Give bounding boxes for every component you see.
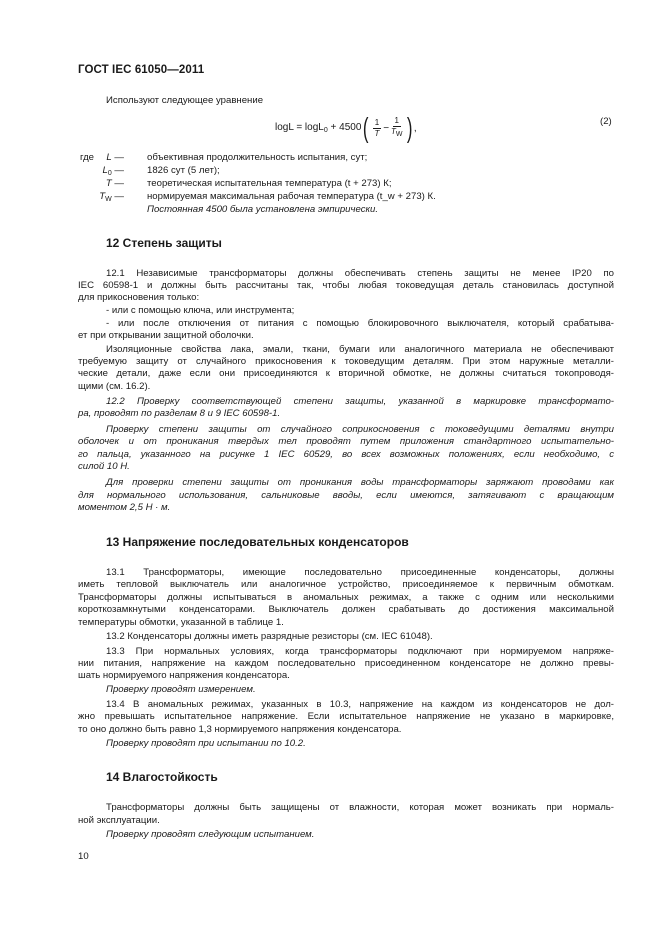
sec12-line: оболочек и от проникания твердых тел проводят путем приложения стандартного испытательно-	[78, 436, 614, 447]
sec13-line: Проверку проводят при испытании по 10.2.	[106, 738, 306, 749]
sec13-line: 13.4 В аномальных режимах, указанных в 10.3, напряжение на каждом из конденсаторов не дол-	[106, 699, 614, 710]
formula-2: logL = logL$_0$ + 4500 ( $\frac{1}{T}$ − $\frac{1}{TW}$ ) ,	[275, 112, 417, 143]
sec13-line: короткозамкнутыми конденсаторами. Выключатель должен срабатывать до достижения максимальной	[78, 604, 614, 615]
def-text-TW: нормируемая максимальная рабочая температура (t_w + 273) К.	[147, 191, 436, 202]
formula-frac-2: $\frac{1}{TW}$	[391, 116, 403, 138]
section-12-heading: 12 Степень защиты	[106, 236, 222, 250]
sec13-line: то оно должно быть равно 1,3 нормируемого напряжения конденсатора.	[78, 724, 402, 735]
sec12-line: 12.2 Проверку соответствующей степени защиты, указанной в маркировке трансформато-	[106, 396, 614, 407]
def-term-T: T —	[105, 178, 124, 189]
sec12-line: ра, проводят по разделам 8 и 9 IEC 60598-1.	[78, 408, 281, 419]
sec12-line: моментом 2,5 Н · м.	[78, 502, 171, 513]
formula-open-paren: (	[363, 112, 369, 143]
formula-lhs: logL = logL$_0$ + 4500	[275, 122, 362, 134]
sec12-line: ет при открывании защитной оболочки.	[78, 330, 254, 341]
def-text-T: теоретическая испытательная температура (t + 273) К;	[147, 178, 392, 189]
def-term-L: L —	[106, 152, 124, 163]
formula-close-paren: )	[406, 112, 412, 143]
sec12-line: IEC 60598-1 и должны быть рассчитаны так, чтобы любая токоведущая деталь становилась доступной	[78, 280, 614, 291]
sec13-line: Трансформаторы должны испытываться в аномальных режимах, а также с одним или несколькими	[78, 592, 614, 603]
sec12-line: силой 10 Н.	[78, 461, 130, 472]
intro-text: Используют следующее уравнение	[106, 95, 264, 106]
sec14-line: Трансформаторы должны быть защищены от влажности, которая может возникать при нормаль-	[106, 802, 614, 813]
sec12-line: для нормального использования, сальниковые вводы, если имеются, затягивают с вращающим	[78, 490, 614, 501]
sec14-line: Проверку проводят следующим испытанием.	[106, 829, 315, 840]
sec13-line: жно превышать испытательное напряжение. Если испытательное напряжение не указано в маркировке,	[78, 711, 614, 722]
sec12-line: требуемую защиту от случайного прикосновения к токоведущим деталям. При этом наружные металли-	[78, 356, 614, 367]
def-text-L: объективная продолжительность испытания, сут;	[147, 152, 368, 163]
sec13-line: нии питания, напряжение на каждом последовательно присоединенном конденсаторе не должно превы-	[78, 658, 614, 669]
sec13-line: иметь тепловой выключатель или аналогичное устройство, присоединяемое к первичным обмоткам.	[78, 579, 614, 590]
sec12-line: для прикосновения только:	[78, 292, 200, 303]
formula-frac-1: $\frac{1}{T}$	[374, 117, 380, 138]
page-number: 10	[78, 851, 89, 862]
sec12-line: Изоляционные свойства лака, эмали, ткани, бумаги или аналогичного материала не обеспечивают	[106, 344, 614, 355]
def-term-L0: $L_0$ —	[102, 165, 124, 177]
formula-minus: −	[383, 122, 390, 134]
sec13-line: шать нормируемого напряжения конденсатора.	[78, 670, 290, 681]
definitions-where: где	[80, 152, 95, 163]
document-header: ГОСТ IEC 61050—2011	[78, 64, 205, 76]
sec12-line: ческие детали, даже если они присоединяются к вторичной обмотке, не должны считаться токопроводя-	[78, 368, 614, 379]
sec12-line: щими (см. 16.2).	[78, 381, 151, 392]
sec12-line: Проверку степени защиты от случайного соприкосновения с токоведущими деталями внутри	[106, 424, 614, 435]
section-14-heading: 14 Влагостойкость	[106, 770, 218, 784]
sec12-line: Для проверки степени защиты от проникания воды трансформаторы заряжают проводами как	[106, 477, 614, 488]
sec13-line: 13.1 Трансформаторы, имеющие последовательно присоединенные конденсаторы, должны	[106, 567, 614, 578]
sec12-line: - или после отключения от питания с помощью блокировочного выключателя, который срабатыва-	[106, 318, 614, 329]
sec12-line: го пальца, указанного на рисунке 1 IEC 60529, во всех возможных положениях, если необходимо, с	[78, 449, 614, 460]
sec13-line: 13.2 Конденсаторы должны иметь разрядные резисторы (см. IEC 61048).	[106, 631, 433, 642]
def-text-L0: 1826 сут (5 лет);	[147, 165, 220, 176]
sec14-line: ной эксплуатации.	[78, 815, 160, 826]
definitions-note: Постоянная 4500 была установлена эмпирически.	[147, 204, 379, 215]
section-13-heading: 13 Напряжение последовательных конденсаторов	[106, 535, 409, 549]
sec13-line: Проверку проводят измерением.	[106, 684, 256, 695]
sec12-line: - или с помощью ключа, или инструмента;	[106, 305, 295, 316]
sec13-line: температуры обмотки, указанной в таблице 1.	[78, 617, 284, 628]
sec13-line: 13.3 При нормальных условиях, когда трансформаторы подключают при нормируемом напряже-	[106, 646, 614, 657]
sec12-line: 12.1 Независимые трансформаторы должны обеспечивать степень защиты не менее IP20 по	[106, 268, 614, 279]
equation-number: (2)	[600, 116, 612, 127]
def-term-TW: $T_W$ —	[99, 191, 124, 203]
